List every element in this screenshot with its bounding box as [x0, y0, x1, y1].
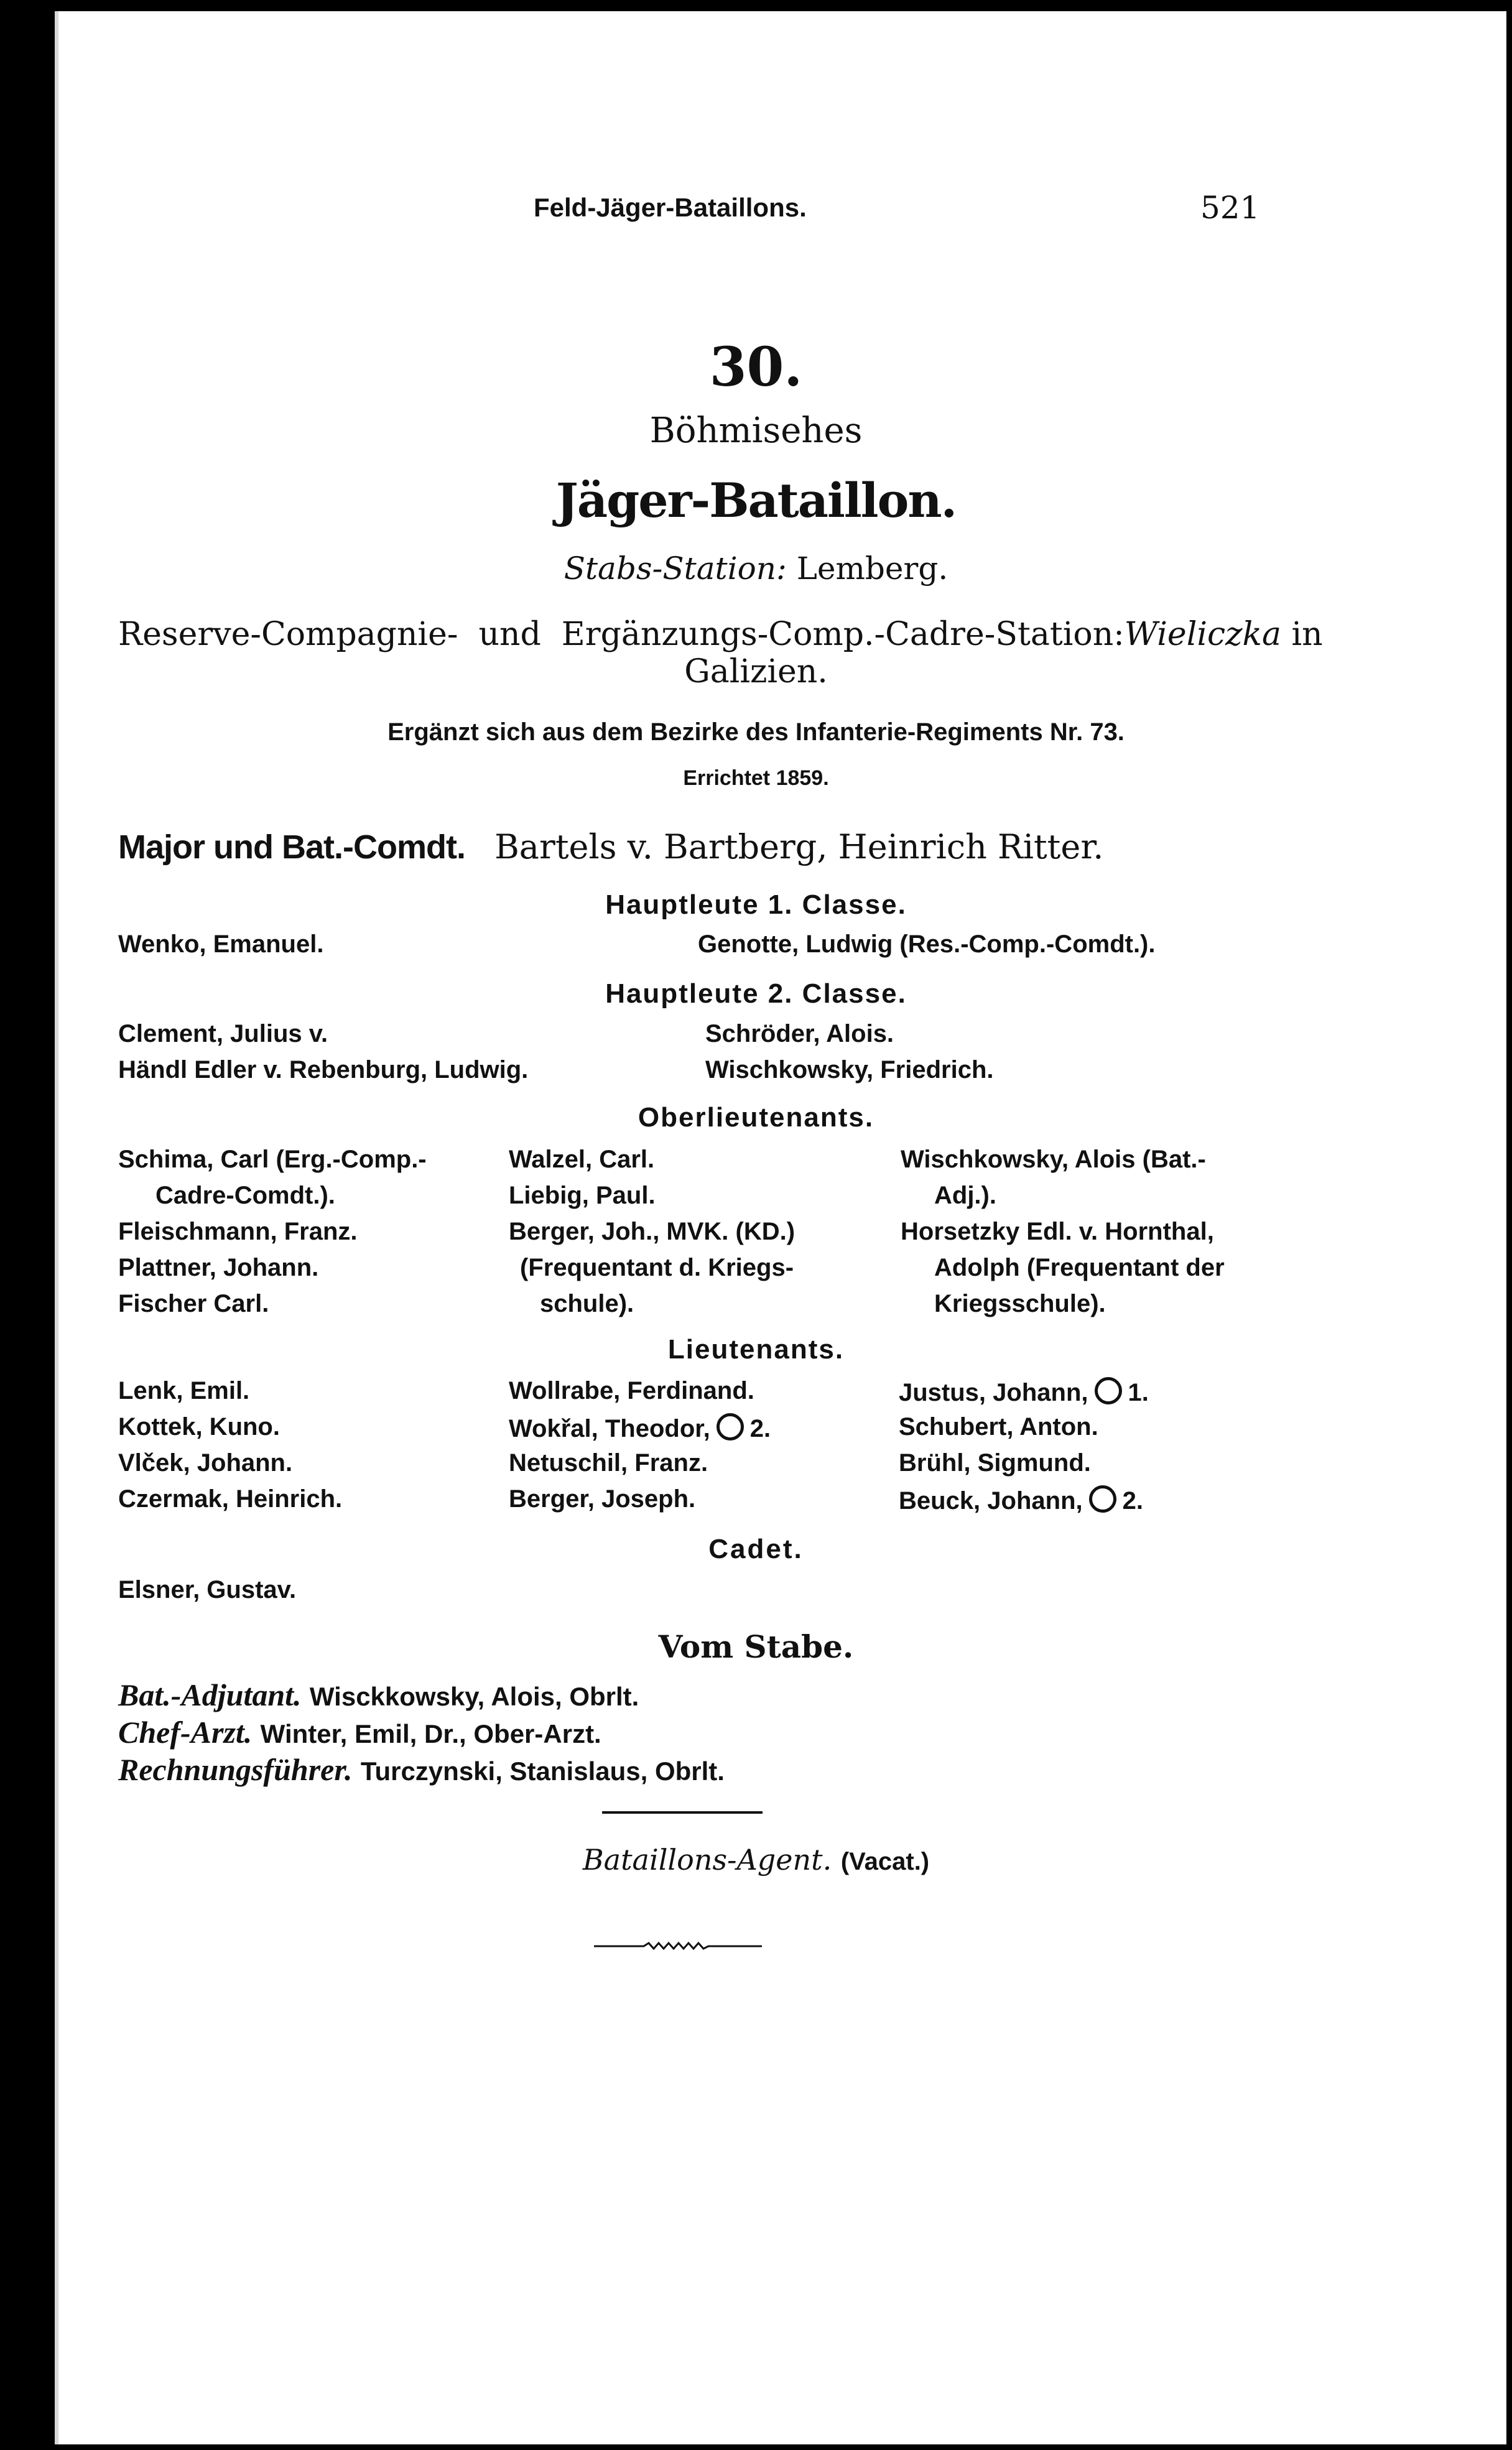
list-item: Horsetzky Edl. v. Hornthal, [901, 1218, 1214, 1245]
order-circle-icon [1089, 1485, 1116, 1513]
list-item: Wischkowsky, Alois (Bat.- [901, 1146, 1206, 1173]
list-item: Kriegsschule). [934, 1290, 1106, 1317]
stab-role: Chef-Arzt. [118, 1715, 253, 1750]
stab-name: Wisckkowsky, Alois, Obrlt. [309, 1682, 639, 1711]
list-item: Genotte, Ludwig (Res.-Comp.-Comdt.). [698, 930, 1156, 958]
list-item: Fischer Carl. [118, 1290, 269, 1317]
list-item: Adolph (Frequentant der [934, 1254, 1225, 1281]
reserve-station-label: Reserve-Compagnie- und Ergänzungs-Comp.-Cadre-Station: [118, 616, 1125, 653]
recruitment-note: Ergänzt sich aus dem Bezirke des Infanterie-Regiments Nr. 73. [387, 718, 1125, 746]
list-item: Wischkowsky, Friedrich. [705, 1056, 994, 1083]
list-item: Clement, Julius v. [118, 1020, 328, 1047]
list-item: Beuck, Johann, 2. [899, 1485, 1143, 1515]
list-item: Schima, Carl (Erg.-Comp.- [118, 1146, 427, 1173]
list-item: Walzel, Carl. [509, 1146, 655, 1173]
list-item: schule). [540, 1290, 634, 1317]
list-item: Wenko, Emanuel. [118, 930, 324, 958]
stab-role: Rechnungsführer. [118, 1752, 353, 1787]
stab-row [118, 1752, 725, 1788]
divider-rule [602, 1811, 763, 1814]
stab-name: Winter, Emil, Dr., Ober-Arzt. [260, 1719, 601, 1748]
regiment-province: Böhmisehes [649, 411, 863, 451]
regiment-number: 30. [709, 336, 803, 399]
ornament-squiggle [594, 1939, 762, 1952]
order-circle-icon [717, 1413, 744, 1441]
reserve-station-place: Wieliczka in [1124, 616, 1323, 653]
list-item: Kottek, Kuno. [118, 1413, 280, 1441]
heading-hauptleute-2: Hauptleute 2. Classe. [605, 978, 907, 1009]
list-item: Brühl, Sigmund. [899, 1449, 1091, 1477]
list-item: Liebig, Paul. [509, 1182, 656, 1209]
agent-line [0, 1843, 1512, 1877]
list-item: Justus, Johann, 1. [899, 1377, 1149, 1407]
list-item: Adj.). [934, 1182, 996, 1209]
list-item: Cadre-Comdt.). [155, 1182, 335, 1209]
heading-lieutenants: Lieutenants. [667, 1334, 845, 1365]
order-circle-icon [1095, 1377, 1122, 1404]
reserve-station-line [118, 616, 1323, 653]
list-item: Netuschil, Franz. [509, 1449, 708, 1477]
running-head: Feld-Jäger-Bataillons. [534, 193, 807, 222]
stabs-station-label: Stabs-Station: [564, 550, 787, 587]
heading-hauptleute-1: Hauptleute 1. Classe. [605, 889, 907, 920]
reserve-station-region: Galizien. [684, 653, 828, 690]
list-item: Schubert, Anton. [899, 1413, 1098, 1441]
stab-row [118, 1677, 639, 1713]
list-item: Lenk, Emil. [118, 1377, 250, 1404]
major-name: Bartels v. Bartberg, Heinrich Ritter. [494, 827, 1104, 866]
list-item: (Frequentant d. Kriegs- [520, 1254, 794, 1281]
agent-role: Bataillons-Agent. [582, 1843, 832, 1877]
agent-value: (Vacat.) [840, 1848, 930, 1875]
list-item: Schröder, Alois. [705, 1020, 894, 1047]
list-item: Plattner, Johann. [118, 1254, 319, 1281]
heading-vom-stabe: Vom Stabe. [658, 1628, 854, 1665]
heading-cadet: Cadet. [708, 1534, 804, 1564]
page-number: 521 [1200, 190, 1260, 226]
scan-border-bottom [0, 2444, 1512, 2450]
regiment-name: Jäger-Bataillon. [555, 473, 957, 528]
founding-note: Errichtet 1859. [683, 766, 829, 790]
list-item: Vlček, Johann. [118, 1449, 293, 1477]
list-item: Czermak, Heinrich. [118, 1485, 343, 1513]
list-item: Wokřal, Theodor, 2. [509, 1413, 771, 1443]
major-title: Major und Bat.-Comdt. [118, 828, 465, 866]
list-item: Händl Edler v. Rebenburg, Ludwig. [118, 1056, 529, 1083]
list-item: Berger, Joseph. [509, 1485, 696, 1513]
scan-border-top [0, 0, 1512, 11]
stabs-station-value: Lemberg. [796, 550, 948, 587]
major-line [118, 827, 1103, 866]
stab-name: Turczynski, Stanislaus, Obrlt. [360, 1756, 725, 1786]
list-item: Wollrabe, Ferdinand. [509, 1377, 754, 1404]
list-item: Elsner, Gustav. [118, 1576, 297, 1603]
list-item: Fleischmann, Franz. [118, 1218, 358, 1245]
heading-oberlieutenants: Oberlieutenants. [638, 1102, 874, 1133]
stab-row [118, 1714, 601, 1750]
list-item: Berger, Joh., MVK. (KD.) [509, 1218, 795, 1245]
stab-role: Bat.-Adjutant. [118, 1677, 302, 1712]
stabs-station-line [0, 550, 1512, 587]
